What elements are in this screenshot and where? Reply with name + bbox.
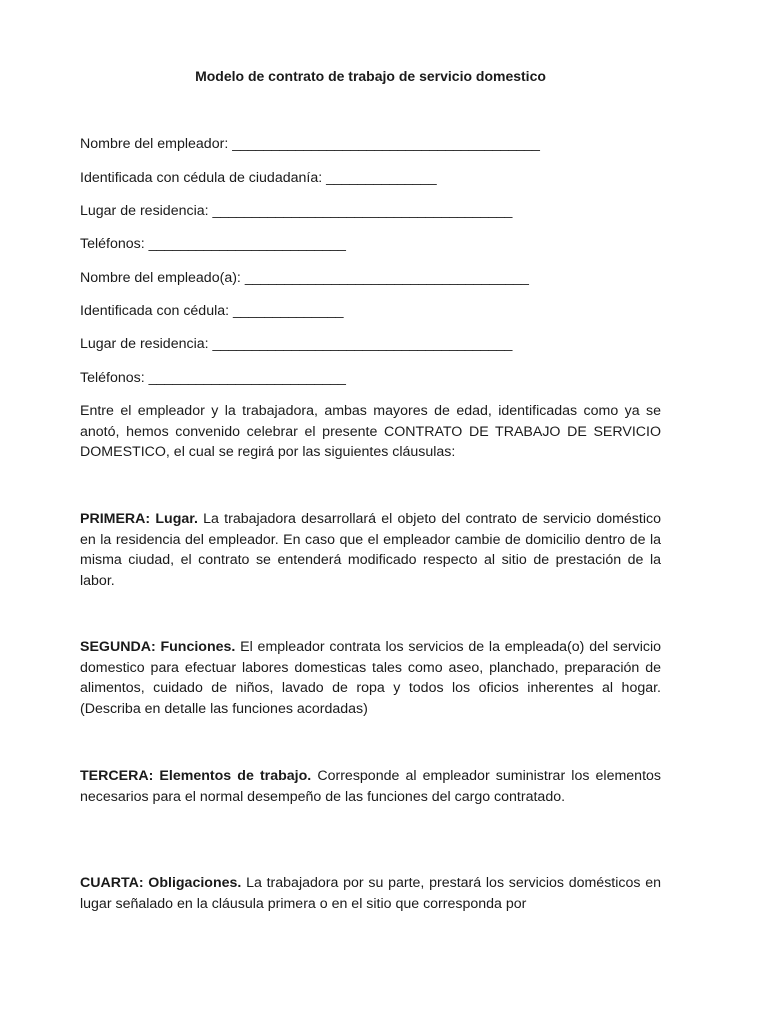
field-blank: ______________	[326, 170, 437, 186]
field-telefonos-empleador	[80, 234, 346, 254]
field-blank: ______________	[233, 303, 344, 319]
clause-heading: SEGUNDA: Funciones.	[80, 639, 236, 655]
field-label: Teléfonos:	[80, 370, 145, 386]
field-residencia-empleador	[80, 201, 512, 221]
field-label: Lugar de residencia:	[80, 336, 209, 352]
clause-heading: TERCERA: Elementos de trabajo.	[80, 768, 312, 784]
field-label: Lugar de residencia:	[80, 203, 209, 219]
intro-paragraph: Entre el empleador y la trabajadora, ambas mayores de edad, identificadas como ya se anotó, hemos convenido celebrar el presente CONTRATO DE TRABAJO DE SERVICIO DOMESTICO, el cual se regirá por las siguientes cláusulas:	[80, 403, 661, 460]
field-label: Nombre del empleado(a):	[80, 270, 241, 286]
field-blank: _________________________	[148, 370, 346, 386]
clause-primera	[80, 509, 661, 591]
field-cedula-empleador	[80, 168, 437, 188]
field-nombre-empleado	[80, 268, 529, 288]
field-telefonos-empleado	[80, 368, 346, 388]
field-blank: ______________________________________	[212, 203, 513, 219]
field-label: Identificada con cédula de ciudadanía:	[80, 170, 323, 186]
field-nombre-empleador	[80, 134, 540, 154]
field-blank: _______________________________________	[232, 136, 540, 152]
field-label: Identificada con cédula:	[80, 303, 230, 319]
field-blank: ____________________________________	[244, 270, 529, 286]
field-residencia-empleado	[80, 334, 512, 354]
clause-heading: PRIMERA: Lugar.	[80, 511, 198, 527]
field-label: Teléfonos:	[80, 236, 145, 252]
field-cedula-empleado	[80, 301, 344, 321]
clause-segunda	[80, 637, 661, 719]
clause-text: Corresponde al empleador suministrar los elementos necesarios para el normal desempeño de las funciones del cargo contratado.	[80, 768, 661, 805]
field-blank: _________________________	[148, 236, 346, 252]
clause-text: La trabajadora por su parte, prestará los servicios domésticos en lugar señalado en la cláusula primera o en el sitio que corresponda por	[80, 875, 661, 912]
field-label: Nombre del empleador:	[80, 136, 229, 152]
clause-tercera	[80, 766, 661, 807]
clause-text: El empleador contrata los servicios de la empleada(o) del servicio domestico para efectuar labores domesticas tales como aseo, planchado, preparación de alimentos, cuidado de niños, lavado de ropa y todos los oficios inherentes al hogar. (Describa en detalle las funciones acordadas)	[80, 639, 662, 717]
clause-text: La trabajadora desarrollará el objeto del contrato de servicio doméstico en la residencia del empleador. En caso que el empleador cambie de domicilio dentro de la misma ciudad, el contrato se entenderá modificado respecto al sitio de prestación de la labor.	[80, 511, 661, 589]
field-blank: ______________________________________	[212, 336, 513, 352]
document-page	[80, 0, 661, 1024]
clause-cuarta	[80, 873, 661, 914]
clause-heading: CUARTA: Obligaciones.	[80, 875, 242, 891]
document-title: Modelo de contrato de trabajo de servicio domestico	[195, 68, 546, 84]
